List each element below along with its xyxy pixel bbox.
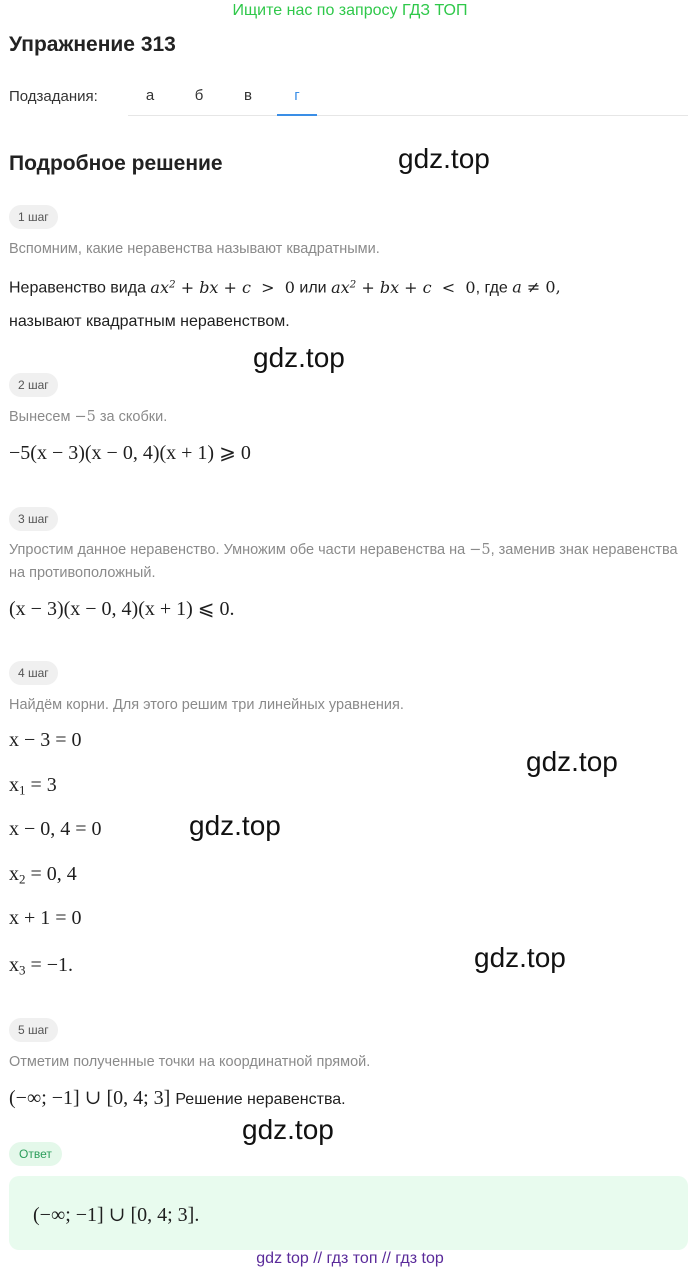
- hint-suffix: за скобки.: [99, 409, 168, 425]
- step-hint: Отметим полученные точки на координатной прямой.: [9, 1054, 371, 1070]
- answer-box: [9, 1176, 688, 1250]
- solution-title: Подробное решение: [9, 152, 223, 175]
- equation-line: $x_3 = -1$.: [9, 954, 74, 978]
- watermark: gdz.top: [474, 942, 566, 973]
- step-badge: 1 шаг: [9, 205, 58, 229]
- subtasks-label: Подзадания:: [9, 88, 98, 105]
- watermark: gdz.top: [189, 810, 281, 841]
- hint-number: −5: [469, 542, 491, 558]
- equation-line: x + 1 = 0: [9, 907, 82, 929]
- watermark: gdz.top: [398, 143, 490, 174]
- hint-number: −5: [74, 409, 96, 425]
- watermark: gdz.top: [526, 746, 618, 777]
- step-text: Решение неравенства.: [175, 1091, 346, 1108]
- subtasks-tabs: [128, 78, 688, 116]
- hint-prefix: Вынесем: [9, 409, 71, 425]
- step-badge: 2 шаг: [9, 373, 58, 397]
- answer-expression: (−∞; −1] ∪ [0, 4; 3].: [33, 1204, 200, 1226]
- watermark: gdz.top: [242, 1114, 334, 1145]
- step-badge: 5 шаг: [9, 1018, 58, 1042]
- watermark: gdz.top: [253, 342, 345, 373]
- step-hint: [9, 406, 689, 429]
- step-badge: 4 шаг: [9, 661, 58, 685]
- hint-suffix: , заменив знак неравенства на противоположный.: [9, 542, 678, 581]
- step-text: называют квадратным неравенством.: [9, 313, 290, 330]
- text-or: или: [299, 279, 327, 297]
- tab-v[interactable]: в: [244, 87, 252, 104]
- formula: $ax^2$ + bx + c < 0: [331, 277, 476, 297]
- math-expression: −5(x − 3)(x − 0, 4)(x + 1) ⩾ 0: [9, 442, 251, 464]
- tab-b[interactable]: б: [194, 87, 204, 104]
- step-badge: 3 шаг: [9, 507, 58, 531]
- step-hint: Найдём корни. Для этого решим три линейных уравнения.: [9, 697, 404, 713]
- footer-links[interactable]: gdz top // гдз топ // гдз top: [256, 1250, 444, 1267]
- answer-badge: Ответ: [9, 1142, 62, 1166]
- exercise-title: Упражнение 313: [9, 33, 176, 56]
- equation-line: x − 0, 4 = 0: [9, 818, 102, 840]
- hint-prefix: Упростим данное неравенство. Умножим обе части неравенства на: [9, 542, 466, 558]
- formula: a ≠ 0,: [512, 277, 561, 297]
- math-expression: (x − 3)(x − 0, 4)(x + 1) ⩽ 0.: [9, 598, 235, 620]
- step-hint: Вспомним, какие неравенства называют квадратными.: [9, 241, 380, 257]
- step-text: [9, 271, 561, 302]
- tab-g[interactable]: г: [277, 78, 317, 116]
- search-hint-link[interactable]: Ищите нас по запросу ГДЗ ТОП: [232, 2, 468, 19]
- equation-line: $x_2 = 0$, 4: [9, 863, 77, 887]
- text-where: , где: [475, 279, 508, 297]
- text-prefix: Неравенство вида: [9, 279, 146, 297]
- equation-line: $x_1 = 3$: [9, 774, 57, 798]
- step-hint: [9, 539, 689, 585]
- equation-line: x − 3 = 0: [9, 729, 82, 751]
- formula: $ax^2$ + bx + c > 0: [150, 277, 295, 297]
- tab-a[interactable]: а: [145, 87, 155, 104]
- math-expression: [9, 1085, 346, 1110]
- interval-expression: (−∞; −1] ∪ [0, 4; 3]: [9, 1087, 171, 1109]
